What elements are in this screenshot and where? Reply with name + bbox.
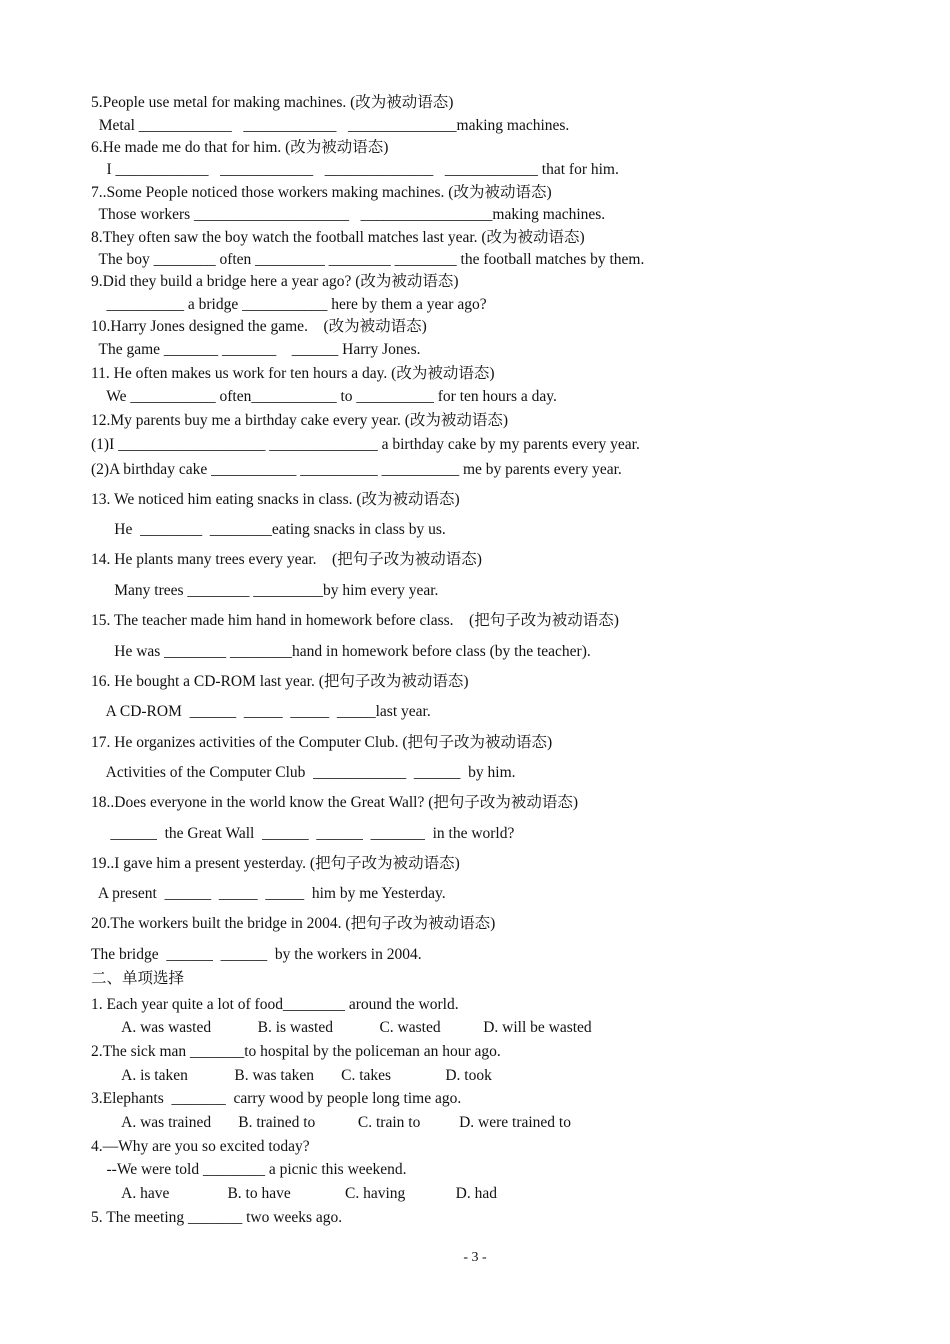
line-30: A present ______ _____ _____ him by me Yesterday. <box>91 885 446 902</box>
line-17: 13. We noticed him eating snacks in class. (改为被动语态) <box>91 491 460 508</box>
line-10: 10.Harry Jones designed the game. (改为被动语态) <box>91 318 427 335</box>
line-34: 1. Each year quite a lot of food________ around the world. <box>91 996 459 1013</box>
line-40: 4.—Why are you so excited today? <box>91 1138 310 1155</box>
line-14: 12.My parents buy me a birthday cake every year. (改为被动语态) <box>91 412 509 429</box>
line-13: We ___________ often___________ to __________ for ten hours a day. <box>91 388 557 405</box>
line-8: 9.Did they build a bridge here a year ago? (改为被动语态) <box>91 273 459 290</box>
line-39: A. was trained B. trained to C. train to D. were trained to <box>91 1114 571 1131</box>
line-1: Metal ____________ ____________ ______________making machines. <box>91 117 570 134</box>
line-38: 3.Elephants _______ carry wood by people long time ago. <box>91 1090 462 1107</box>
line-26: Activities of the Computer Club ____________ ______ by him. <box>91 764 516 781</box>
line-28: ______ the Great Wall ______ ______ _______ in the world? <box>91 825 515 842</box>
line-35: A. was wasted B. is wasted C. wasted D. will be wasted <box>91 1019 592 1036</box>
line-36: 2.The sick man _______to hospital by the policeman an hour ago. <box>91 1043 501 1060</box>
line-11: The game _______ _______ ______ Harry Jones. <box>91 341 421 358</box>
line-20: Many trees ________ _________by him every year. <box>91 582 439 599</box>
line-43: 5. The meeting _______ two weeks ago. <box>91 1209 343 1226</box>
line-15: (1)I ___________________ ______________ a birthday cake by my parents every year. <box>91 436 640 453</box>
line-32: The bridge ______ ______ by the workers in 2004. <box>91 946 422 963</box>
line-16: (2)A birthday cake ___________ __________ __________ me by parents every year. <box>91 461 622 478</box>
line-6: 8.They often saw the boy watch the football matches last year. (改为被动语态) <box>91 229 585 246</box>
line-25: 17. He organizes activities of the Computer Club. (把句子改为被动语态) <box>91 734 553 751</box>
line-23: 16. He bought a CD-ROM last year. (把句子改为被动语态) <box>91 673 469 690</box>
line-41: --We were told ________ a picnic this weekend. <box>91 1161 407 1178</box>
page-number: - 3 - <box>463 1250 487 1265</box>
line-27: 18..Does everyone in the world know the Great Wall? (把句子改为被动语态) <box>91 794 579 811</box>
line-3: I ____________ ____________ ______________ ____________ that for him. <box>91 161 619 178</box>
line-9: __________ a bridge ___________ here by them a year ago? <box>91 296 487 313</box>
line-12: 11. He often makes us work for ten hours a day. (改为被动语态) <box>91 365 495 382</box>
line-37: A. is taken B. was taken C. takes D. took <box>91 1067 492 1084</box>
line-42: A. have B. to have C. having D. had <box>91 1185 497 1202</box>
line-2: 6.He made me do that for him. (改为被动语态) <box>91 139 389 156</box>
line-5: Those workers ____________________ _________________making machines. <box>91 206 606 223</box>
section-heading: 二、单项选择 <box>91 970 185 987</box>
line-18: He ________ ________eating snacks in class by us. <box>91 521 446 538</box>
line-0: 5.People use metal for making machines. (改为被动语态) <box>91 94 454 111</box>
line-22: He was ________ ________hand in homework before class (by the teacher). <box>91 643 591 660</box>
line-19: 14. He plants many trees every year. (把句子改为被动语态) <box>91 551 482 568</box>
line-4: 7..Some People noticed those workers making machines. (改为被动语态) <box>91 184 552 201</box>
line-29: 19..I gave him a present yesterday. (把句子改为被动语态) <box>91 855 460 872</box>
line-7: The boy ________ often _________ ________ ________ the football matches by them. <box>91 251 645 268</box>
line-31: 20.The workers built the bridge in 2004. (把句子改为被动语态) <box>91 915 496 932</box>
line-24: A CD-ROM ______ _____ _____ _____last year. <box>91 703 431 720</box>
line-21: 15. The teacher made him hand in homework before class. (把句子改为被动语态) <box>91 612 619 629</box>
